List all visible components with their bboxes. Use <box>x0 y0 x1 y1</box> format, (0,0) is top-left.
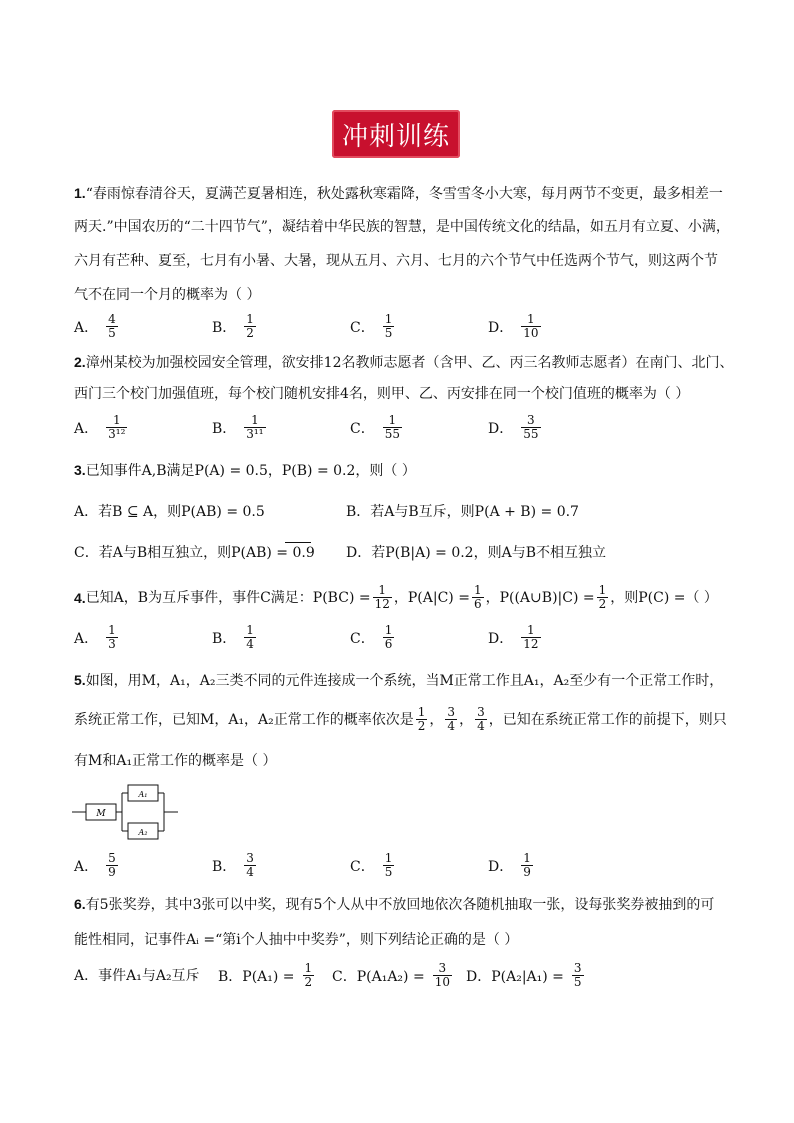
q1-option-b[interactable]: B． $\frac{1}{2}$ <box>212 312 254 340</box>
fraction: $\frac{1}{\text{3¹¹}}$ <box>246 413 264 441</box>
q1-option-d[interactable]: D． $\frac{1}{10}$ <box>488 312 539 340</box>
fraction: $\frac{1}{\text{3¹²}}$ <box>108 413 126 441</box>
fraction: $\frac{1}{12}$ <box>374 583 390 611</box>
fraction: $\frac{1}{9}$ <box>523 851 531 879</box>
q2-option-a[interactable]: A． $\frac{1}{\text{3¹²}}$ <box>74 413 126 441</box>
fraction: $\frac{1}{2}$ <box>246 312 254 340</box>
fraction: $\frac{1}{5}$ <box>384 312 393 340</box>
q3-number: 3. <box>74 462 86 478</box>
circuit-diagram <box>72 782 184 844</box>
fraction: $\frac{3}{10}$ <box>434 961 450 989</box>
fraction: $\frac{3}{4}$ <box>246 851 254 879</box>
q4-option-b[interactable]: B． $\frac{1}{4}$ <box>212 623 254 651</box>
fraction: $\frac{3}{55}$ <box>523 413 539 441</box>
fraction: $\frac{3}{4}$ <box>477 705 485 733</box>
fraction: $\frac{1}{5}$ <box>384 851 393 879</box>
overline-mark <box>285 542 311 543</box>
q3-option-b[interactable]: B．若A与B互斥，则P(A + B) = 0.7 <box>346 504 579 520</box>
q6-option-d[interactable]: D．P(A₂|A₁) = $\frac{3}{5}$ <box>466 961 582 989</box>
q2-line1: 2.漳州某校为加强校园安全管理，欲安排12名教师志愿者（含甲、乙、丙三名教师志愿者）在南门、北门、 <box>74 354 734 371</box>
q6-line2: 能性相同，记事件Aᵢ =“第i个人抽中中奖券”，则下列结论正确的是（ ） <box>74 932 519 948</box>
q4-option-c[interactable]: C． $\frac{1}{6}$ <box>350 623 393 651</box>
q6-option-a[interactable]: A．事件A₁与A₂互斥 <box>74 968 200 984</box>
q2-option-b[interactable]: B． $\frac{1}{\text{3¹¹}}$ <box>212 413 264 441</box>
fraction: $\frac{1}{10}$ <box>523 312 539 340</box>
q1-option-c[interactable]: C． $\frac{1}{5}$ <box>350 312 393 340</box>
q6-number: 6. <box>74 896 86 912</box>
q1-line4: 气不在同一个月的概率为（ ） <box>74 287 261 303</box>
fraction: $\frac{5}{9}$ <box>108 851 116 879</box>
component-a2-label: A₂ <box>138 828 148 837</box>
q5-option-c[interactable]: C． $\frac{1}{5}$ <box>350 851 393 879</box>
fraction: $\frac{1}{4}$ <box>246 623 254 651</box>
q5-option-b[interactable]: B． $\frac{3}{4}$ <box>212 851 254 879</box>
fraction: $\frac{3}{5}$ <box>573 961 582 989</box>
fraction: $\frac{1}{3}$ <box>108 623 116 651</box>
q4-number: 4. <box>74 589 86 606</box>
fraction: $\frac{1}{2}$ <box>417 705 426 733</box>
q5-number: 5. <box>74 672 86 688</box>
q5-line1: 5.如图，用M，A₁，A₂三类不同的元件连接成一个系统，当M正常工作且A₁，A₂至少有一个正常工作时， <box>74 672 724 689</box>
q4-option-a[interactable]: A． $\frac{1}{3}$ <box>74 623 116 651</box>
q1-line3: 六月有芒种、夏至，七月有小暑、大暑，现从五月、六月、七月的六个节气中任选两个节气，则这两个节 <box>74 253 718 269</box>
q2-number: 2. <box>74 354 86 370</box>
q3-stem: 3.已知事件A,B满足P(A) = 0.5，P(B) = 0.2，则（ ） <box>74 462 416 479</box>
q3-option-a[interactable]: A．若B ⊆ A，则P(AB) = 0.5 <box>74 504 265 520</box>
q6-line1: 6.有5张奖券，其中3张可以中奖，现有5个人从中不放回地依次各随机抽取一张，设每张奖券被抽到的可 <box>74 896 715 913</box>
fraction: $\frac{1}{2}$ <box>598 583 607 611</box>
q2-line2: 西门三个校门加强值班，每个校门随机安排4名，则甲、乙、丙安排在同一个校门值班的概率为（ ） <box>74 386 690 402</box>
banner-title: 冲刺训练 <box>332 110 460 158</box>
q1-line2: 两天.”中国农历的“二十四节气”，凝结着中华民族的智慧，是中国传统文化的结晶，如五月有立夏、小满， <box>74 219 730 235</box>
fraction: $\frac{4}{5}$ <box>108 312 116 340</box>
q6-option-b[interactable]: B．P(A₁) = $\frac{1}{2}$ <box>218 961 313 989</box>
q4-option-d[interactable]: D． $\frac{1}{12}$ <box>488 623 539 651</box>
fraction: $\frac{1}{6}$ <box>384 623 393 651</box>
q3-option-c[interactable]: C．若A与B相互独立，则P(AB) = 0.9 <box>74 545 315 561</box>
q1-option-a[interactable]: A． $\frac{4}{5}$ <box>74 312 116 340</box>
q5-line3: 有M和A₁正常工作的概率是（ ） <box>74 753 277 769</box>
q1-number: 1. <box>74 185 86 201</box>
fraction: $\frac{1}{12}$ <box>523 623 539 651</box>
q5-line2: 系统正常工作，已知M，A₁，A₂正常工作的概率依次是 $\frac{1}{2}$ ， $\frac{3}{4}$ ， $\frac{3}{4}$ ，已知在系统正常工作的前提下，则只 <box>74 705 727 733</box>
q4-stem: 4. 已知A，B为互斥事件，事件C满足：P(BC) = $\frac{1}{12}$ ，P(A|C) = $\frac{1}{6}$ ，P((A∪B)|C) = $\frac{1}{2}$ ，则P(C) =（ ） <box>74 583 718 611</box>
q3-option-d[interactable]: D．若P(B|A) = 0.2，则A与B不相互独立 <box>346 545 606 561</box>
component-a1-label: A₁ <box>138 790 148 799</box>
fraction: $\frac{1}{55}$ <box>384 413 400 441</box>
fraction: $\frac{1}{2}$ <box>304 961 313 989</box>
q2-option-d[interactable]: D． $\frac{3}{55}$ <box>488 413 539 441</box>
q1-line1: 1.“春雨惊春清谷天，夏满芒夏暑相连，秋处露秋寒霜降，冬雪雪冬小大寒，每月两节不变更，最多相差一 <box>74 185 723 202</box>
q5-option-d[interactable]: D． $\frac{1}{9}$ <box>488 851 531 879</box>
component-m-label: M <box>96 809 106 819</box>
q5-option-a[interactable]: A． $\frac{5}{9}$ <box>74 851 116 879</box>
q2-option-c[interactable]: C． $\frac{1}{55}$ <box>350 413 400 441</box>
fraction: $\frac{3}{4}$ <box>447 705 456 733</box>
q6-option-c[interactable]: C．P(A₁A₂) = $\frac{3}{10}$ <box>332 961 450 989</box>
fraction: $\frac{1}{6}$ <box>473 583 482 611</box>
